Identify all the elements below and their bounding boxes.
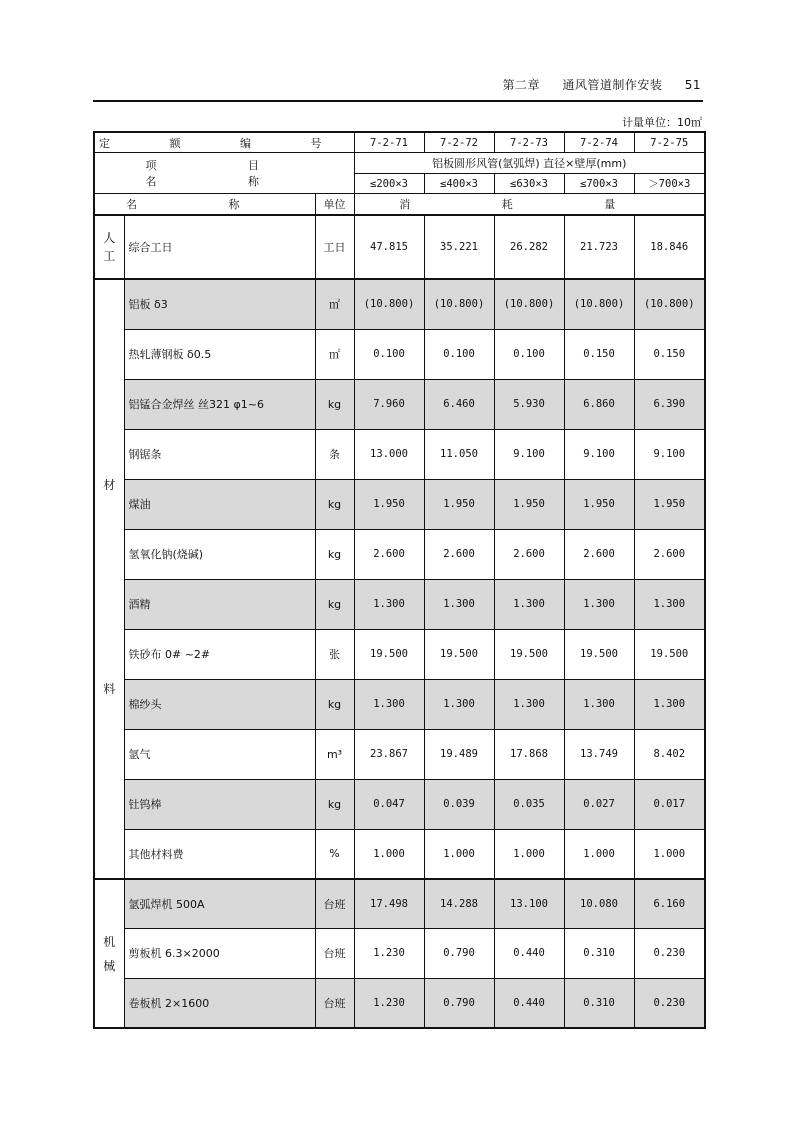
consumption-value: 1.950 [354,479,424,529]
consumption-value: 0.230 [634,978,705,1028]
resource-unit: 张 [315,629,354,679]
consumption-value: 0.100 [494,329,564,379]
consumption-value: 1.000 [494,829,564,879]
table-row [94,429,705,479]
resource-name: 煤油 [124,479,315,529]
consumption-value: 1.000 [564,829,634,879]
page-number: 51 [684,78,701,92]
consumption-value: 1.300 [354,679,424,729]
consumption-value: 2.600 [424,529,494,579]
resource-name: 氩弧焊机 500A [124,879,315,928]
resource-unit: 台班 [315,978,354,1028]
consumption-value: (10.800) [424,279,494,329]
consumption-value: 0.440 [494,928,564,978]
consumption-value: 35.221 [424,215,494,279]
consumption-value: 1.300 [494,679,564,729]
quota-code: 7-2-73 [494,132,564,153]
table-row [94,829,705,879]
resource-name: 氩气 [124,729,315,779]
resource-unit: ㎡ [315,279,354,329]
consumption-value: 0.100 [424,329,494,379]
consumption-value: (10.800) [634,279,705,329]
item-spec: ≤700×3 [564,174,634,194]
consumption-value: 17.868 [494,729,564,779]
table-row [94,479,705,529]
resource-name: 钍钨棒 [124,779,315,829]
consumption-value: 13.000 [354,429,424,479]
consumption-value: 0.790 [424,928,494,978]
consumption-value: 5.930 [494,379,564,429]
table-row [94,279,705,329]
chapter-label: 第二章 [502,78,541,92]
consumption-value: 21.723 [564,215,634,279]
item-spec: ≤630×3 [494,174,564,194]
table-row [94,779,705,829]
consumption-value: 8.402 [634,729,705,779]
consumption-value: 19.500 [564,629,634,679]
consumption-value: 2.600 [494,529,564,579]
consumption-value: 0.790 [424,978,494,1028]
category-char: 工 [103,249,116,263]
category-char: 机 [103,934,116,949]
consumption-value: 1.300 [634,679,705,729]
consumption-label: 消 耗 量 [354,194,705,216]
consumption-value: 1.000 [634,829,705,879]
consumption-value: 1.230 [354,978,424,1028]
table-row [94,879,705,928]
table-row [94,379,705,429]
consumption-value: 13.749 [564,729,634,779]
consumption-value: 2.600 [564,529,634,579]
resource-name: 铝锰合金焊丝 丝321 φ1~6 [124,379,315,429]
consumption-value: 6.160 [634,879,705,928]
consumption-value: 0.100 [354,329,424,379]
table-row [94,679,705,729]
resource-unit: ㎡ [315,329,354,379]
consumption-value: 26.282 [494,215,564,279]
quota-code: 7-2-71 [354,132,424,153]
consumption-value: 19.500 [424,629,494,679]
consumption-value: 11.050 [424,429,494,479]
table-row [94,329,705,379]
resource-unit: 台班 [315,879,354,928]
consumption-value: 19.500 [354,629,424,679]
resource-unit: kg [315,379,354,429]
consumption-value: 1.950 [494,479,564,529]
quota-no-label: 定 额 编 号 [94,132,354,153]
table-row [94,215,705,279]
table-row [94,629,705,679]
resource-unit: kg [315,679,354,729]
consumption-value: 0.150 [634,329,705,379]
page-header [93,72,703,102]
col-unit-label: 单位 [315,194,354,216]
consumption-value: 2.600 [354,529,424,579]
consumption-value: 1.000 [354,829,424,879]
consumption-value: 9.100 [564,429,634,479]
resource-name: 棉纱头 [124,679,315,729]
consumption-value: 18.846 [634,215,705,279]
col-name-label: 名 称 [94,194,315,216]
consumption-value: 1.230 [354,928,424,978]
resource-name: 剪板机 6.3×2000 [124,928,315,978]
table-row [94,579,705,629]
quota-code: 7-2-75 [634,132,705,153]
category-labor [94,215,124,279]
consumption-value: 14.288 [424,879,494,928]
consumption-value: (10.800) [354,279,424,329]
consumption-value: 19.489 [424,729,494,779]
resource-name: 铝板 δ3 [124,279,315,329]
resource-name: 综合工日 [124,215,315,279]
consumption-value: 19.500 [634,629,705,679]
resource-name: 卷板机 2×1600 [124,978,315,1028]
item-spec: ≤200×3 [354,174,424,194]
resource-unit: m³ [315,729,354,779]
resource-name: 热轧薄钢板 δ0.5 [124,329,315,379]
item-name-label: 项 目 名 称 [94,153,354,194]
table-row [94,928,705,978]
category-char: 械 [103,958,116,973]
consumption-value: 0.027 [564,779,634,829]
resource-name: 铁砂布 0# ~2# [124,629,315,679]
consumption-value: 7.960 [354,379,424,429]
consumption-value: 6.460 [424,379,494,429]
consumption-value: 1.300 [424,679,494,729]
consumption-value: 1.950 [424,479,494,529]
resource-unit: kg [315,779,354,829]
consumption-value: 1.300 [564,679,634,729]
quota-table [93,131,706,1029]
consumption-value: 6.390 [634,379,705,429]
consumption-value: 1.300 [634,579,705,629]
resource-name: 钢锯条 [124,429,315,479]
consumption-value: 23.867 [354,729,424,779]
table-row [94,978,705,1028]
consumption-value: 17.498 [354,879,424,928]
consumption-value: 1.300 [564,579,634,629]
resource-name: 其他材料费 [124,829,315,879]
resource-unit: kg [315,529,354,579]
consumption-value: 0.310 [564,928,634,978]
consumption-value: 6.860 [564,379,634,429]
table-row [94,529,705,579]
resource-unit: 工日 [315,215,354,279]
consumption-value: 0.230 [634,928,705,978]
consumption-value: 1.300 [494,579,564,629]
resource-unit: 台班 [315,928,354,978]
category-char: 材 [103,478,116,492]
resource-unit: 条 [315,429,354,479]
consumption-value: 0.035 [494,779,564,829]
consumption-value: 2.600 [634,529,705,579]
consumption-value: 1.000 [424,829,494,879]
table-row [94,729,705,779]
consumption-value: 19.500 [494,629,564,679]
consumption-value: 47.815 [354,215,424,279]
section-title: 通风管道制作安装 [562,78,663,92]
item-spec: ＞700×3 [634,174,705,194]
resource-name: 氢氧化钠(烧碱) [124,529,315,579]
item-spec: ≤400×3 [424,174,494,194]
header-text [485,76,701,93]
consumption-value: 0.039 [424,779,494,829]
consumption-value: 13.100 [494,879,564,928]
consumption-value: 9.100 [634,429,705,479]
consumption-value: 9.100 [494,429,564,479]
consumption-value: (10.800) [494,279,564,329]
category-char: 料 [103,682,116,696]
consumption-value: (10.800) [564,279,634,329]
unit-note: 计量单位：10㎡ [622,116,702,129]
consumption-value: 0.440 [494,978,564,1028]
resource-unit: kg [315,479,354,529]
consumption-value: 0.017 [634,779,705,829]
category-machine [94,879,124,1028]
consumption-value: 10.080 [564,879,634,928]
quota-code: 7-2-74 [564,132,634,153]
resource-name: 酒精 [124,579,315,629]
consumption-value: 0.310 [564,978,634,1028]
consumption-value: 1.300 [354,579,424,629]
resource-unit: % [315,829,354,879]
category-char: 人 [103,231,116,245]
consumption-value: 1.950 [564,479,634,529]
resource-unit: kg [315,579,354,629]
quota-code: 7-2-72 [424,132,494,153]
consumption-value: 1.950 [634,479,705,529]
consumption-value: 0.047 [354,779,424,829]
category-material [94,279,124,879]
consumption-value: 1.300 [424,579,494,629]
item-group-title: 铝板圆形风管(氩弧焊) 直径×壁厚(mm) [354,153,705,174]
consumption-value: 0.150 [564,329,634,379]
